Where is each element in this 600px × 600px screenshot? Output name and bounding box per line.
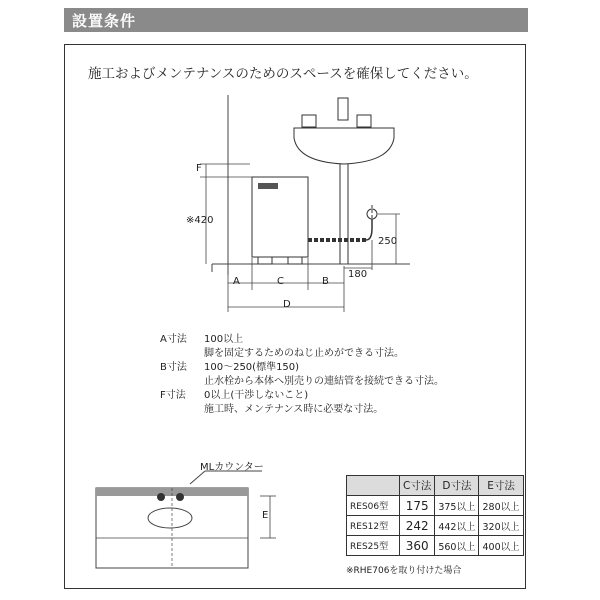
counter-label: MLカウンター [200,462,264,473]
model-cell: RES06型 [347,496,400,516]
table-header-cell: E寸法 [479,476,523,496]
e-cell: 280以上 [479,496,523,516]
table-header-row [347,476,524,496]
dim-a: A [233,276,240,287]
dim-f: F [196,163,202,174]
note-b-desc: 止水栓から本体へ別売りの連結管を接続できる寸法。 [204,376,444,387]
table-row [347,536,524,556]
table-row [347,496,524,516]
c-cell: 360 [400,536,435,556]
d-cell: 560以上 [435,536,479,556]
table-header-cell: D寸法 [435,476,479,496]
table-row [347,516,524,536]
table-header-cell: C寸法 [400,476,435,496]
note-f-desc: 施工時、メンテナンス時に必要な寸法。 [204,404,384,415]
model-cell: RES12型 [347,516,400,536]
handle-left [302,115,316,127]
dimension-table [346,475,524,556]
e-cell: 400以上 [479,536,523,556]
dim-180: 180 [348,269,368,280]
model-cell: RES25型 [347,536,400,556]
basin [294,128,394,164]
faucet [338,98,348,120]
section-title: 設置条件 [72,12,137,30]
c-cell: 242 [400,516,435,536]
dim-420: ※420 [186,215,214,226]
c-cell: 175 [400,496,435,516]
dim-e: E [262,510,269,521]
d-cell: 375以上 [435,496,479,516]
dim-c: C [277,276,284,287]
basin-plan [148,508,192,528]
dim-b: B [322,276,329,287]
note-a: A寸法 100以上 [160,334,244,345]
e-cell: 320以上 [479,516,523,536]
table-header-cell [347,476,400,496]
note-a-desc: 脚を固定するためのねじ止めができる寸法。 [204,348,404,359]
dim-d: D [283,299,291,310]
note-b: B寸法 100～250(標準150) [160,362,300,373]
handle-right [357,115,371,127]
note-f: F寸法 0以上(干渉しないこと) [160,390,309,401]
intro-text: 施工およびメンテナンスのためのスペースを確保してください。 [88,66,478,82]
dimension-notes [160,333,444,417]
d-cell: 442以上 [435,516,479,536]
table-footnote: ※RHE706を取り付けた場合 [346,566,462,576]
dim-250: 250 [378,236,398,247]
